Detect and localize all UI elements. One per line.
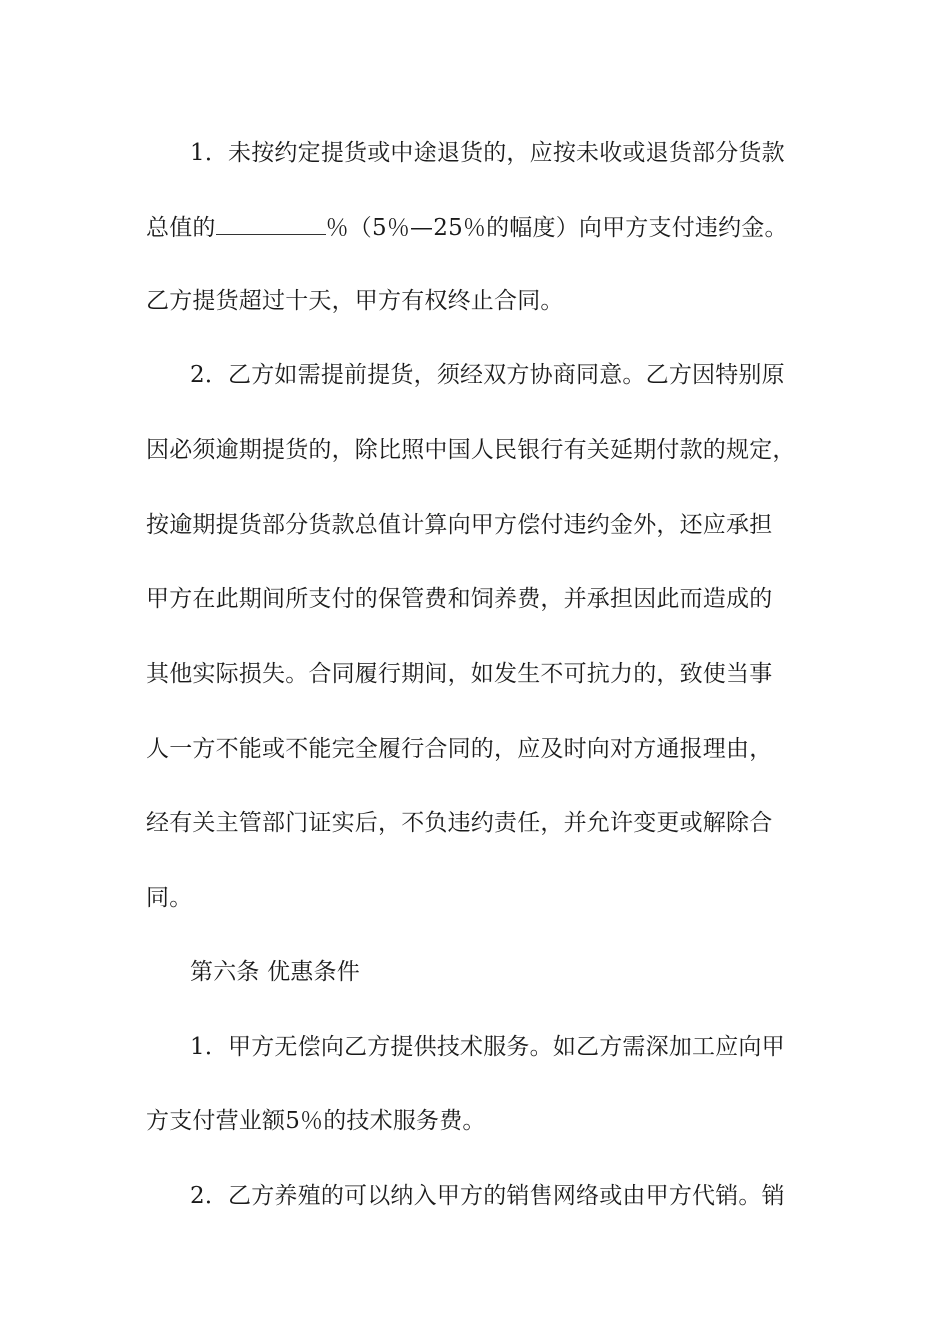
- paragraph-3-line-2: 方支付营业额5％的技术服务费。: [146, 1108, 486, 1134]
- section-heading: 第六条 优惠条件: [190, 959, 360, 985]
- paragraph-2-line-2: 因必须逾期提货的，除比照中国人民银行有关延期付款的规定，: [146, 437, 796, 463]
- paragraph-2-line-3: 按逾期提货部分货款总值计算向甲方偿付违约金外，还应承担: [146, 512, 773, 538]
- paragraph-1-line-3: 乙方提货超过十天，甲方有权终止合同。: [146, 288, 564, 314]
- fill-in-blank: [216, 212, 326, 235]
- paragraph-4-line-1: 2．乙方养殖的可以纳入甲方的销售网络或由甲方代销。销: [190, 1183, 785, 1209]
- paragraph-1-line-2-after-blank: ％（5％—25％的幅度）向甲方支付违约金。: [325, 215, 788, 241]
- paragraph-2-line-5: 其他实际损失。合同履行期间，如发生不可抗力的，致使当事: [146, 661, 773, 687]
- paragraph-2-line-4: 甲方在此期间所支付的保管费和饲养费，并承担因此而造成的: [146, 586, 773, 612]
- paragraph-2-line-1: 2．乙方如需提前提货，须经双方协商同意。乙方因特别原: [190, 362, 785, 388]
- paragraph-2-line-6: 人一方不能或不能完全履行合同的，应及时向对方通报理由，: [146, 736, 773, 762]
- paragraph-2-line-7: 经有关主管部门证实后，不负违约责任，并允许变更或解除合: [146, 810, 773, 836]
- paragraph-1-line-2-before-blank: 总值的: [146, 215, 216, 241]
- paragraph-3-line-1: 1．甲方无偿向乙方提供技术服务。如乙方需深加工应向甲: [190, 1034, 785, 1060]
- paragraph-2-line-8: 同。: [146, 885, 193, 911]
- paragraph-1-line-2: [146, 212, 788, 243]
- paragraph-1-line-1: 1．未按约定提货或中途退货的，应按未收或退货部分货款: [190, 140, 785, 166]
